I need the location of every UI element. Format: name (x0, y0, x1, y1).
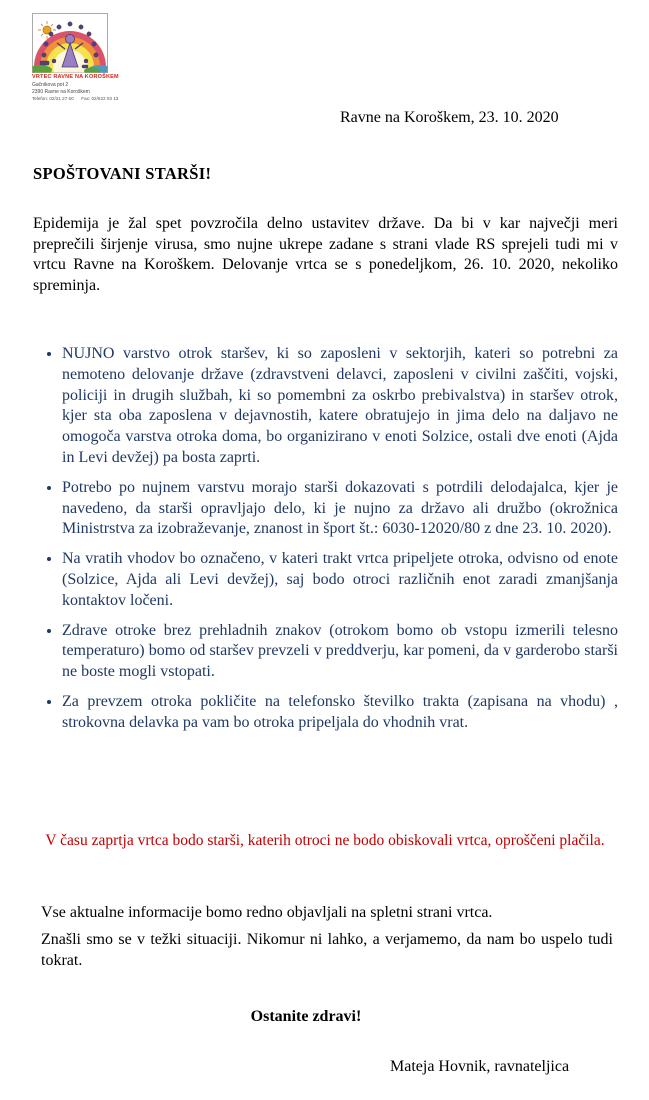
rainbow-children-logo-icon (32, 13, 108, 73)
measures-list (33, 344, 618, 743)
org-name: VRTEC RAVNE NA KOROŠKEM (32, 74, 119, 80)
org-address-line1: Gačnikova pot 2 (32, 81, 69, 88)
letterhead (32, 13, 152, 103)
org-address-line2: 2390 Ravne na Koroškem (32, 89, 90, 96)
org-contact-line: Telefon: 02/21 27 60 Fax: 02/622 03 13 (32, 96, 119, 102)
list-item: • Za prevzem otroka pokličite na telefonsko številko trakta (zapisana na vhodu) , strokovna delavka pa vam bo otroka pripeljala do vhodnih vrat. (62, 692, 618, 734)
salutation: SPOŠTOVANI STARŠI! (33, 164, 212, 183)
payment-exemption-notice: V času zaprtja vrtca bodo starši, katerih otroci ne bodo obiskovali vrtca, oproščeni plačila. (45, 832, 605, 849)
list-item: • NUJNO varstvo otrok staršev, ki so zaposleni v sektorjih, kateri so potrebni za nemoteno delovanje države (zdravstveni delavci, zaposleni v civilni zaščiti, vojski, policiji in drugih službah, ki so pomembni za oskrbo prebivalstva) in staršev otrok, kjer sta oba zaposlena v dejavnostih, katere obratujejo in jima delo na daljavo ne omogoča varstva otroka doma, bo organizirano v enoti Solzice, ostali dve enoti (Ajda in Levi devžej) pa bosta zaprti. (62, 344, 618, 469)
signature-line: Mateja Hovnik, ravnateljica (390, 1058, 570, 1075)
list-item: • Zdrave otroke brez prehladnih znakov (otrokom bomo ob vstopu izmerili telesno temperaturo) bomo od staršev prevzeli v preddverju, kar pomeni, da v garderobo starši ne boste mogli vstopati. (62, 621, 618, 683)
dateline: Ravne na Koroškem, 23. 10. 2020 (340, 109, 559, 126)
intro-paragraph: Epidemija je žal spet povzročila delno ustavitev države. Da bi v kar največji meri preprečili širjenje virusa, smo nujne ukrepe zadane s strani vlade RS sprejeli tudi mi v vrtcu Ravne na Koroškem. Delovanje vrtca se s ponedeljkom, 26. 10. 2020, nekoliko spreminja. (33, 215, 618, 294)
closing-paragraph: Znašli smo se v težki situaciji. Nikomur ni lahko, a verjamemo, da nam bo uspelo tudi tokrat. (41, 931, 613, 969)
list-item: • Na vratih vhodov bo označeno, v kateri trakt vrtca pripeljete otroka, odvisno od enote (Solzice, Ajda ali Levi devžej), saj bodo otroci različnih enot zaradi zmanjšanja kontaktov ločeni. (62, 549, 618, 611)
farewell-line: Ostanite zdravi! (250, 1008, 362, 1025)
list-item: • Potrebo po nujnem varstvu morajo starši dokazovati s potrdili delodajalca, kjer je navedeno, da starši opravljajo delo, ki je nujno za državo ali družbo (okrožnica Ministrstva za izobraževanje, znanost in šport št.: 6030-12020/80 z dne 23. 10. 2020). (62, 478, 618, 540)
letterhead-caption (32, 74, 152, 103)
closing-paragraph: Vse aktualne informacije bomo redno objavljali na spletni strani vrtca. (41, 904, 493, 921)
